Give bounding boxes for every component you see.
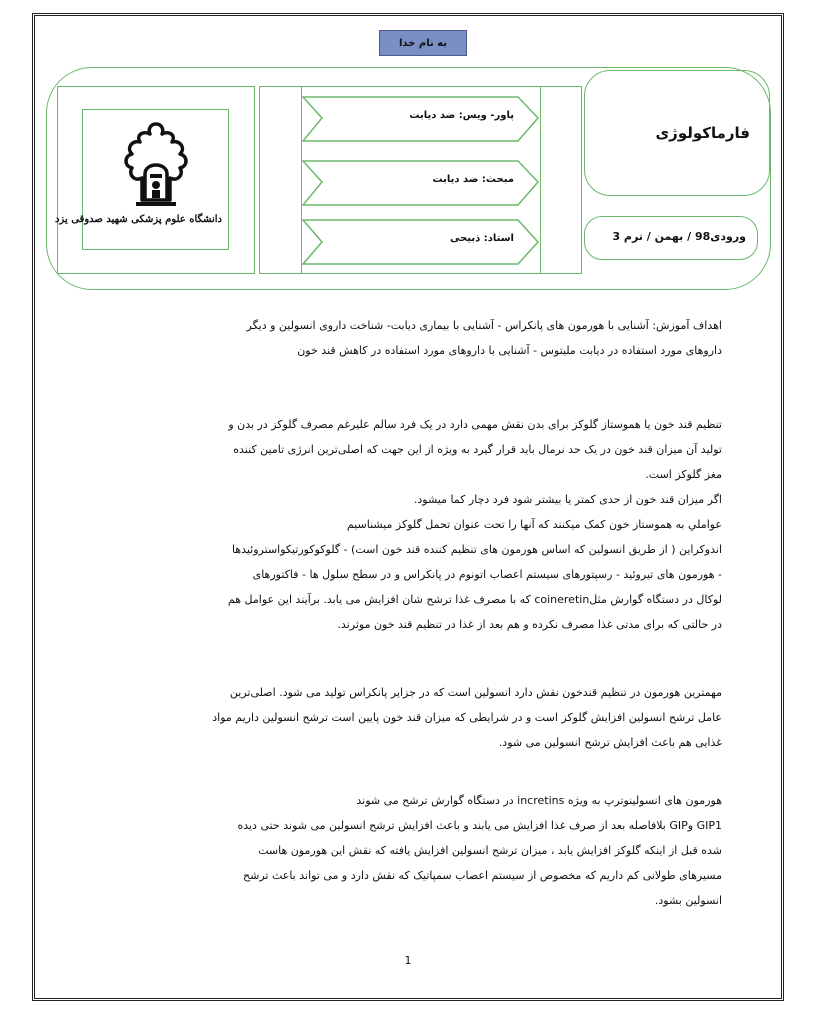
term-info: ورودی98 / بهمن / ترم 3 xyxy=(612,230,746,243)
basmala-badge: به نام خدا xyxy=(379,30,467,56)
paragraph-insulin xyxy=(96,680,722,755)
paragraph-incretins xyxy=(96,788,722,913)
text-line: عواملي به هموستاز خون کمک میکنند که آنها را تحت عنوان تحمل گلوکز میشناسیم xyxy=(346,518,722,531)
text-line: غذایی هم باعث افزایش ترشح انسولین می شود. xyxy=(498,736,722,749)
text-line: شده قبل از اینکه گلوکز افزایش یابد ، میزان ترشح انسولین افزایش یافته که نقش این هورمون هاست xyxy=(258,844,722,857)
text-line: مهمترین هورمون در تنظیم قندخون نقش دارد انسولین است که در جزایر پانکراس تولید می شود. اصلی‌ترین xyxy=(229,686,722,699)
text-line: - هورمون های تیروئید - رسپتورهای سیستم اعصاب اتونوم در پانکراس و در سطح سلول ها - فاکتورهای xyxy=(252,568,722,581)
text-line: تولید آن میزان قند خون در یک حد نرمال باید قرار گیرد به ویژه از این جهت که اصلی‌ترین انرژی تامین کننده xyxy=(233,443,722,456)
text-line: عامل ترشح انسولین افزایش گلوکز است و در شرایطی که میزان قند خون پایین است ترشح انسولین داریم مواد xyxy=(212,711,722,724)
objectives-line: داروهای مورد استفاده در دیابت ملیتوس - آشنایی با داروهای مورد استفاده در کاهش قند خون xyxy=(297,344,722,357)
text-line: مغز گلوکز است. xyxy=(645,468,722,481)
text-line: مسیرهای طولانی کم داریم که مخصوص از سیستم اعصاب سمپاتیک که نقش دارد و می تواند باعث ترشح xyxy=(243,869,722,882)
text-line: اگر میزان قند خون از حدی کمتر یا بیشتر شود فرد دچار کما میشود. xyxy=(413,493,722,506)
info-item-topic: مبحث: ضد دیابت xyxy=(432,174,514,185)
paragraph-glucose-homeostasis xyxy=(96,412,722,637)
objectives-line: اهداف آموزش: آشنایی با هورمون های پانکراس - آشنایی با بیماری دیابت- شناخت داروی انسولین و دیگر xyxy=(246,319,722,332)
info-item-power-voice: پاور- ویس: ضد دیابت xyxy=(409,110,514,121)
objectives-section xyxy=(96,313,722,363)
text-line: اندوکراین ( از طریق انسولین که اساس هورمون های تنظیم کننده قند خون است) - گلوکوکورتیکواستروئیدها xyxy=(231,543,722,556)
info-item-instructor: استاد: ذبیحی xyxy=(449,233,514,244)
text-line: تنظیم قند خون یا هموستاز گلوکز برای بدن نقش مهمی دارد در یک فرد سالم علیرغم مصرف گلوکز در بدن و xyxy=(228,418,722,431)
text-line: هورمون های انسولینوترپ به ویژه incretins در دستگاه گوارش ترشح می شوند xyxy=(356,794,722,807)
text-line: لوکال در دستگاه گوارش مثلcoineretin که با مصرف غذا ترشح شان افزایش می یابد. برآیند این عوامل هم xyxy=(227,593,722,606)
text-line: GIP1 وGIP بلافاصله بعد از صرف غذا افزایش می یابند و باعث افزایش ترشح انسولین می شوند حتی دیده xyxy=(237,819,722,832)
course-title: فارماکولوژی xyxy=(655,124,750,142)
page-number: 1 xyxy=(404,954,412,967)
university-name: دانشگاه علوم پزشکی شهید صدوقی یزد xyxy=(54,214,222,225)
text-line: در حالتی که برای مدتی غذا مصرف نکرده و هم بعد از غذا در تنظیم قند خون موثرند. xyxy=(337,618,722,631)
text-line: انسولین بشود. xyxy=(654,894,722,907)
